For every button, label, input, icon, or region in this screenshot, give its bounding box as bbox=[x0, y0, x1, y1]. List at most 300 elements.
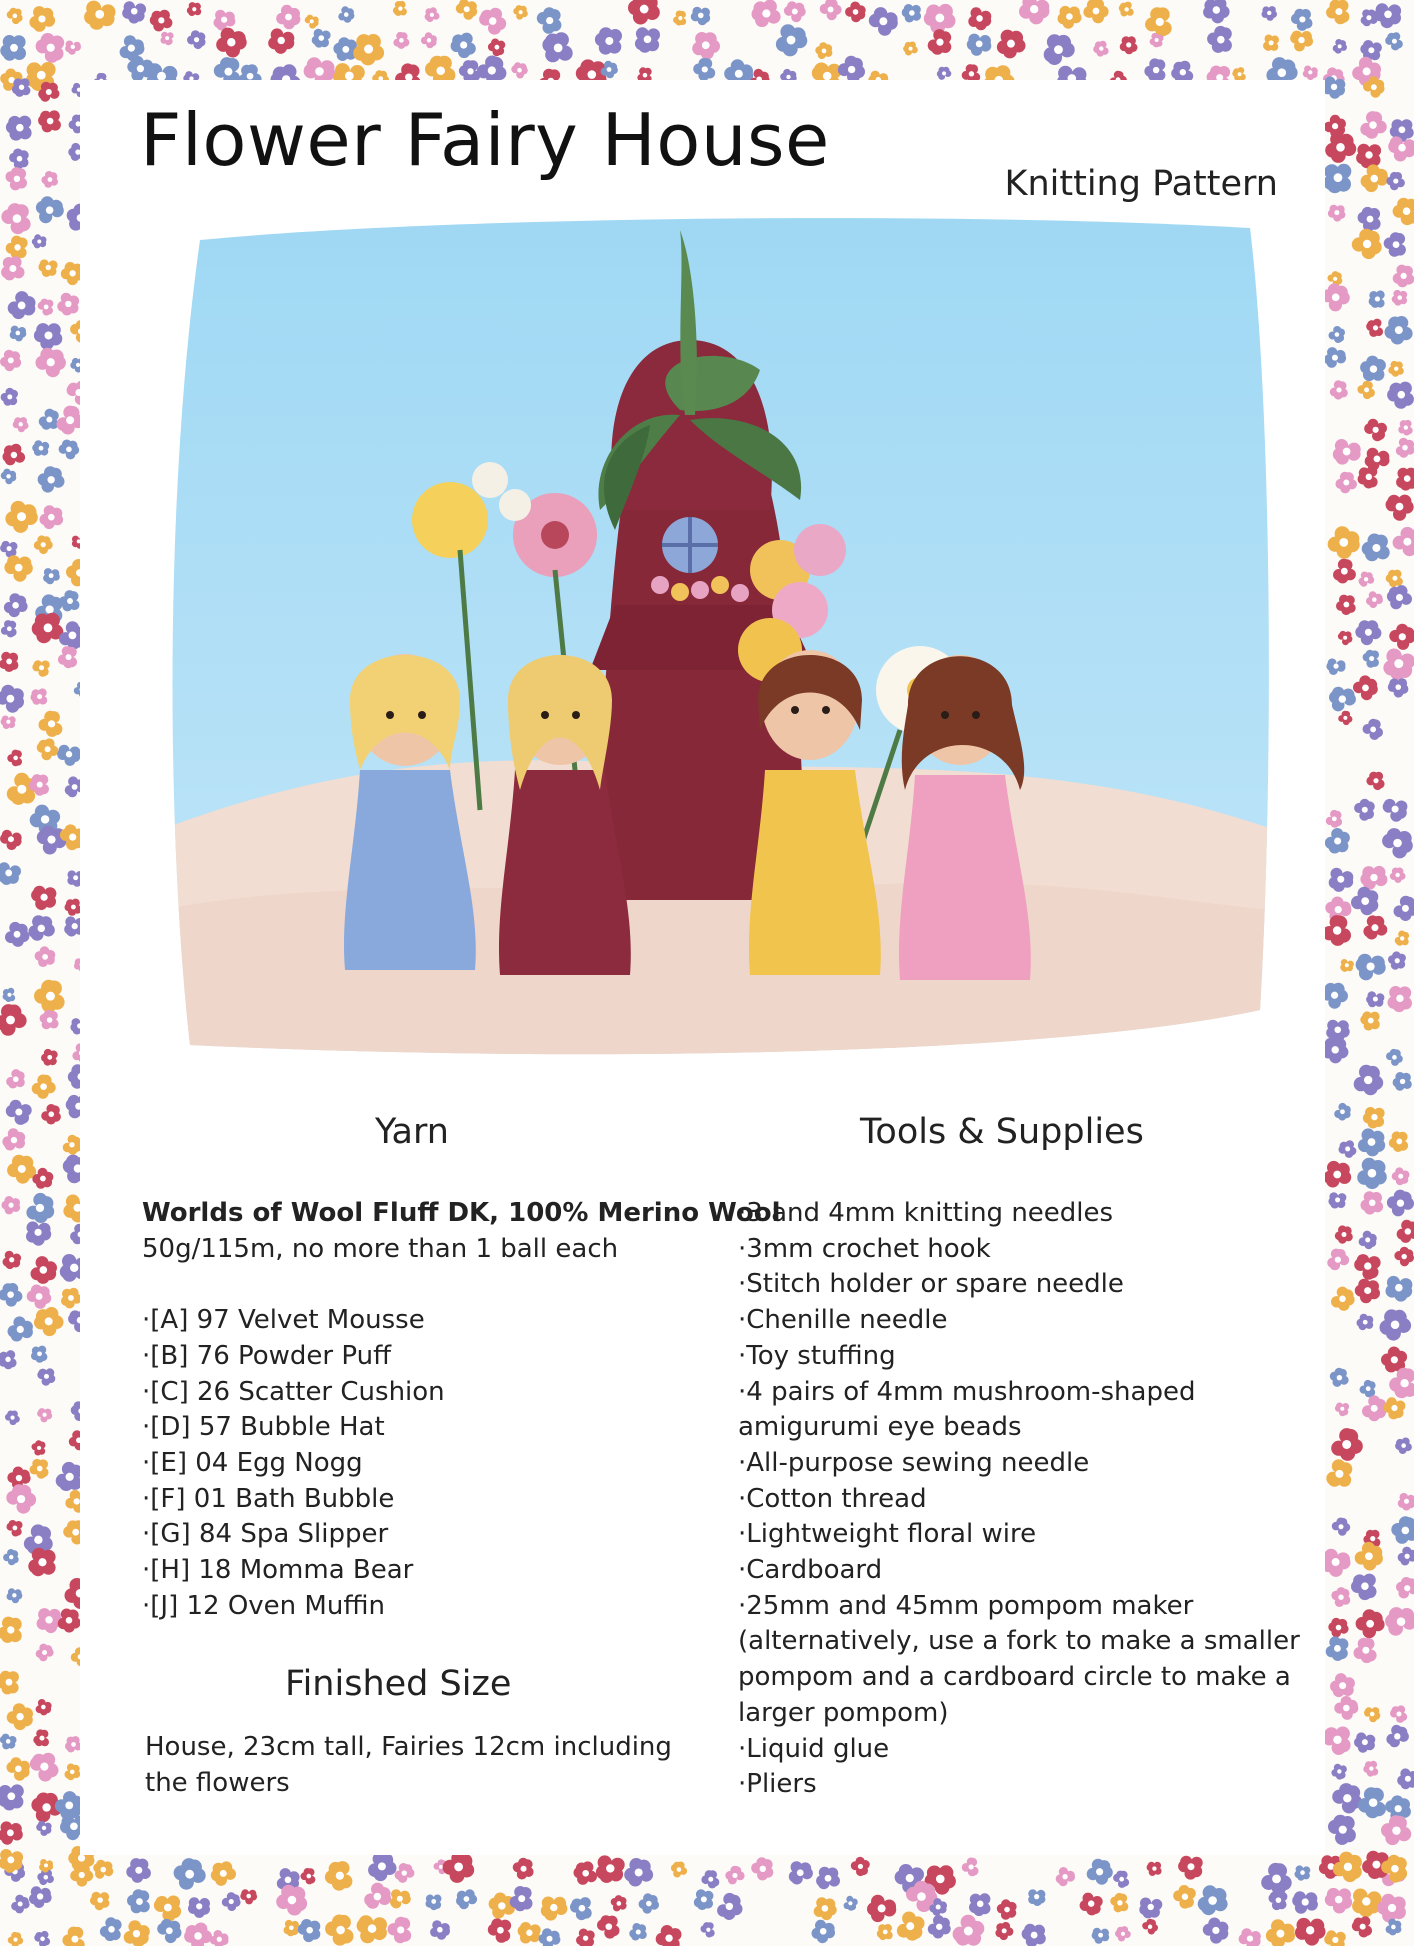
border-flower-icon bbox=[1334, 1696, 1358, 1720]
border-flower-icon bbox=[1326, 658, 1345, 675]
border-flower-icon bbox=[1366, 772, 1384, 791]
border-flower-icon bbox=[1322, 1038, 1348, 1064]
border-flower-icon bbox=[1329, 868, 1354, 892]
border-flower-icon bbox=[629, 1923, 647, 1940]
border-flower-icon bbox=[537, 7, 562, 34]
yarn-heading: Yarn bbox=[375, 1112, 449, 1152]
border-flower-icon bbox=[8, 1932, 23, 1946]
border-flower-icon bbox=[426, 1895, 442, 1911]
border-flower-icon bbox=[59, 590, 80, 611]
border-flower-icon bbox=[995, 1922, 1013, 1940]
border-flower-icon bbox=[1355, 1542, 1383, 1571]
border-flower-icon bbox=[1360, 1380, 1376, 1398]
border-flower-icon bbox=[456, 0, 477, 20]
border-flower-icon bbox=[5, 922, 29, 947]
border-flower-icon bbox=[1, 388, 18, 406]
border-flower-icon bbox=[1328, 205, 1346, 222]
border-flower-icon bbox=[1359, 572, 1375, 587]
border-flower-icon bbox=[122, 1, 146, 23]
border-flower-icon bbox=[1338, 631, 1353, 645]
border-flower-icon bbox=[1358, 1128, 1385, 1156]
border-flower-icon bbox=[1142, 1919, 1158, 1935]
border-flower-icon bbox=[1336, 595, 1356, 616]
yarn-brand: Worlds of Wool Fluff DK, 100% Merino Wool bbox=[142, 1198, 781, 1228]
border-flower-icon bbox=[1393, 198, 1414, 225]
border-flower-icon bbox=[1398, 420, 1412, 436]
border-flower-icon bbox=[1363, 915, 1387, 939]
border-flower-icon bbox=[58, 646, 77, 668]
border-flower-icon bbox=[1386, 1049, 1403, 1066]
border-flower-icon bbox=[1353, 675, 1378, 700]
border-flower-icon bbox=[38, 299, 54, 316]
border-flower-icon bbox=[443, 1851, 475, 1883]
border-flower-icon bbox=[6, 1100, 32, 1125]
border-flower-icon bbox=[1387, 585, 1412, 609]
yarn-colour-item: ·[J] 12 Oven Muffin bbox=[142, 1590, 385, 1621]
border-flower-icon bbox=[9, 149, 29, 170]
border-flower-icon bbox=[301, 1868, 316, 1884]
border-flower-icon bbox=[33, 1729, 49, 1746]
border-flower-icon bbox=[1366, 591, 1383, 608]
border-flower-icon bbox=[1239, 1928, 1261, 1946]
border-flower-icon bbox=[611, 1895, 627, 1911]
border-flower-icon bbox=[5, 1411, 20, 1426]
border-flower-icon bbox=[845, 2, 866, 23]
border-flower-icon bbox=[1363, 650, 1379, 668]
border-flower-icon bbox=[1354, 1065, 1384, 1095]
border-flower-icon bbox=[368, 1852, 396, 1881]
border-flower-icon bbox=[1397, 1768, 1414, 1789]
border-flower-icon bbox=[1, 256, 24, 280]
border-flower-icon bbox=[1, 203, 30, 234]
border-flower-icon bbox=[5, 501, 37, 533]
border-flower-icon bbox=[962, 1858, 979, 1877]
border-flower-icon bbox=[1290, 31, 1313, 52]
border-flower-icon bbox=[1366, 991, 1384, 1007]
border-flower-icon bbox=[40, 505, 64, 529]
border-flower-icon bbox=[597, 1915, 620, 1938]
border-flower-icon bbox=[6, 167, 28, 190]
border-flower-icon bbox=[3, 1549, 19, 1565]
border-flower-icon bbox=[1393, 265, 1414, 288]
border-flower-icon bbox=[1358, 207, 1381, 232]
border-flower-icon bbox=[41, 1104, 61, 1124]
border-flower-icon bbox=[187, 2, 201, 16]
fairy-yellow bbox=[749, 650, 881, 975]
border-flower-icon bbox=[671, 1862, 687, 1878]
border-flower-icon bbox=[4, 555, 32, 582]
border-flower-icon bbox=[694, 1889, 714, 1910]
border-flower-icon bbox=[928, 1915, 951, 1939]
border-flower-icon bbox=[1331, 1587, 1350, 1607]
border-flower-icon bbox=[1383, 1397, 1405, 1419]
border-flower-icon bbox=[65, 41, 81, 55]
border-flower-icon bbox=[1388, 361, 1404, 377]
border-flower-icon bbox=[692, 32, 720, 59]
border-flower-icon bbox=[1356, 954, 1386, 981]
border-flower-icon bbox=[43, 568, 60, 584]
border-flower-icon bbox=[1333, 559, 1356, 584]
border-flower-icon bbox=[1044, 34, 1075, 65]
border-flower-icon bbox=[333, 37, 357, 61]
border-flower-icon bbox=[1087, 1859, 1113, 1885]
border-flower-icon bbox=[1351, 1574, 1377, 1601]
border-flower-icon bbox=[1357, 381, 1375, 399]
border-flower-icon bbox=[37, 1368, 55, 1385]
border-flower-icon bbox=[867, 1895, 896, 1922]
border-flower-icon bbox=[3, 1251, 22, 1269]
border-flower-icon bbox=[1362, 534, 1390, 562]
border-flower-icon bbox=[6, 236, 28, 260]
border-flower-icon bbox=[997, 30, 1026, 59]
border-flower-icon bbox=[513, 1858, 534, 1880]
border-flower-icon bbox=[357, 1915, 387, 1943]
border-flower-icon bbox=[1358, 1787, 1386, 1818]
border-flower-icon bbox=[61, 1288, 82, 1309]
border-flower-icon bbox=[32, 234, 47, 248]
border-flower-icon bbox=[1388, 951, 1406, 969]
border-flower-icon bbox=[0, 1283, 22, 1307]
yarn-colour-item: ·[A] 97 Velvet Mousse bbox=[142, 1305, 425, 1336]
border-flower-icon bbox=[967, 34, 992, 56]
border-flower-icon bbox=[30, 1459, 49, 1479]
border-flower-icon bbox=[29, 1886, 52, 1908]
border-flower-icon bbox=[268, 28, 294, 54]
border-flower-icon bbox=[36, 348, 66, 377]
border-flower-icon bbox=[1120, 36, 1138, 54]
border-flower-icon bbox=[513, 5, 528, 20]
border-flower-icon bbox=[0, 350, 21, 372]
border-flower-icon bbox=[325, 1861, 353, 1891]
border-flower-icon bbox=[624, 1858, 653, 1887]
border-flower-icon bbox=[539, 1928, 561, 1946]
border-flower-icon bbox=[1028, 1889, 1045, 1906]
border-flower-icon bbox=[1330, 380, 1348, 399]
border-flower-icon bbox=[902, 4, 921, 23]
border-flower-icon bbox=[1386, 1276, 1413, 1302]
border-flower-icon bbox=[1389, 624, 1414, 650]
tools-heading: Tools & Supplies bbox=[860, 1112, 1144, 1152]
border-flower-icon bbox=[8, 1316, 33, 1341]
border-flower-icon bbox=[1381, 1815, 1411, 1845]
yarn-colour-item: ·[B] 76 Powder Puff bbox=[142, 1340, 391, 1371]
border-flower-icon bbox=[0, 1671, 19, 1695]
border-flower-icon bbox=[1355, 620, 1381, 645]
border-flower-icon bbox=[34, 535, 53, 554]
tools-item: ·4 pairs of 4mm mushroom-shaped bbox=[738, 1376, 1196, 1407]
border-flower-icon bbox=[1351, 887, 1378, 915]
border-flower-icon bbox=[1269, 1892, 1288, 1911]
border-flower-icon bbox=[1369, 290, 1385, 308]
border-flower-icon bbox=[953, 1915, 985, 1946]
border-flower-icon bbox=[1388, 136, 1414, 161]
border-flower-icon bbox=[1386, 172, 1405, 190]
tools-item: ·Pliers bbox=[738, 1769, 817, 1800]
border-flower-icon bbox=[124, 1920, 150, 1946]
border-flower-icon bbox=[1387, 1190, 1414, 1217]
border-flower-icon bbox=[1324, 1930, 1346, 1946]
border-flower-icon bbox=[2, 1196, 21, 1214]
border-flower-icon bbox=[65, 1764, 81, 1781]
border-flower-icon bbox=[214, 10, 236, 31]
border-flower-icon bbox=[997, 1899, 1017, 1920]
border-flower-icon bbox=[41, 1049, 58, 1066]
border-flower-icon bbox=[1396, 468, 1414, 491]
border-flower-icon bbox=[1387, 382, 1414, 409]
border-flower-icon bbox=[1357, 1314, 1374, 1330]
border-flower-icon bbox=[1361, 164, 1389, 192]
yarn-colour-item: ·[F] 01 Bath Bubble bbox=[142, 1483, 395, 1514]
border-flower-icon bbox=[1352, 229, 1382, 259]
border-flower-icon bbox=[1, 469, 17, 485]
border-flower-icon bbox=[34, 1307, 63, 1336]
tools-item: (alternatively, use a fork to make a smaller bbox=[738, 1626, 1300, 1657]
border-flower-icon bbox=[1056, 1867, 1075, 1886]
border-flower-icon bbox=[1325, 132, 1356, 163]
border-flower-icon bbox=[393, 32, 409, 49]
border-flower-icon bbox=[1326, 1459, 1352, 1487]
border-flower-icon bbox=[34, 980, 65, 1013]
border-flower-icon bbox=[1360, 866, 1387, 890]
border-flower-icon bbox=[1380, 1309, 1412, 1340]
tools-item: ·Lightweight floral wire bbox=[738, 1519, 1037, 1550]
border-flower-icon bbox=[1262, 6, 1278, 21]
border-flower-icon bbox=[31, 886, 56, 910]
yarn-section bbox=[142, 1196, 781, 1624]
border-flower-icon bbox=[1329, 326, 1346, 343]
border-flower-icon bbox=[639, 1893, 659, 1913]
border-flower-icon bbox=[1295, 1865, 1311, 1880]
border-flower-icon bbox=[1330, 1368, 1349, 1387]
border-flower-icon bbox=[928, 29, 952, 55]
border-flower-icon bbox=[187, 30, 206, 49]
border-flower-icon bbox=[479, 8, 506, 35]
border-flower-icon bbox=[1327, 1249, 1349, 1271]
finished-size-heading: Finished Size bbox=[285, 1664, 512, 1704]
border-flower-icon bbox=[0, 1821, 23, 1844]
border-flower-icon bbox=[1389, 1368, 1414, 1399]
border-flower-icon bbox=[488, 39, 505, 57]
border-flower-icon bbox=[725, 1866, 744, 1885]
border-flower-icon bbox=[1083, 0, 1108, 23]
yarn-weight: 50g/115m, no more than 1 ball each bbox=[142, 1233, 619, 1264]
finished-size-text: the flowers bbox=[145, 1767, 290, 1798]
border-flower-icon bbox=[84, 1, 115, 30]
border-flower-icon bbox=[1, 620, 17, 637]
border-flower-icon bbox=[1198, 1885, 1228, 1915]
page-title: Flower Fairy House bbox=[140, 98, 830, 182]
border-flower-icon bbox=[1385, 1607, 1414, 1636]
border-flower-icon bbox=[1080, 1893, 1103, 1916]
border-flower-icon bbox=[1394, 1247, 1414, 1267]
tools-item: ·3 and 4mm knitting needles bbox=[738, 1198, 1114, 1228]
border-flower-icon bbox=[1331, 1287, 1355, 1311]
border-flower-icon bbox=[1355, 1279, 1380, 1304]
border-flower-icon bbox=[673, 11, 686, 26]
border-flower-icon bbox=[816, 1867, 840, 1890]
border-flower-icon bbox=[1352, 1916, 1372, 1937]
border-flower-icon bbox=[1261, 1863, 1292, 1895]
tools-item: ·Stitch holder or spare needle bbox=[738, 1269, 1124, 1300]
border-flower-icon bbox=[869, 7, 898, 36]
yarn-colour-item: ·[H] 18 Momma Bear bbox=[142, 1555, 414, 1586]
border-flower-icon bbox=[298, 1919, 321, 1942]
border-flower-icon bbox=[1292, 1891, 1318, 1913]
border-flower-icon bbox=[1324, 347, 1346, 368]
border-flower-icon bbox=[1328, 1192, 1346, 1208]
border-flower-icon bbox=[1352, 1889, 1381, 1918]
border-flower-icon bbox=[1322, 1549, 1351, 1577]
border-flower-icon bbox=[1338, 711, 1352, 725]
border-flower-icon bbox=[210, 1930, 229, 1946]
border-flower-icon bbox=[1332, 1518, 1350, 1536]
border-flower-icon bbox=[62, 1927, 84, 1946]
border-flower-icon bbox=[312, 29, 331, 48]
border-flower-icon bbox=[1203, 1918, 1229, 1944]
border-flower-icon bbox=[216, 28, 247, 58]
border-flower-icon bbox=[1328, 1815, 1356, 1845]
border-flower-icon bbox=[6, 116, 32, 141]
border-flower-icon bbox=[1326, 810, 1342, 828]
border-flower-icon bbox=[26, 1193, 54, 1223]
border-flower-icon bbox=[1333, 439, 1361, 465]
border-flower-icon bbox=[1058, 6, 1082, 29]
border-flower-icon bbox=[388, 1917, 412, 1944]
border-flower-icon bbox=[488, 1918, 511, 1942]
border-flower-icon bbox=[13, 417, 29, 432]
border-flower-icon bbox=[1392, 1167, 1410, 1185]
page-subtitle: Knitting Pattern bbox=[1004, 164, 1278, 204]
border-flower-icon bbox=[1322, 915, 1351, 946]
border-flower-icon bbox=[276, 1885, 307, 1916]
border-flower-icon bbox=[39, 409, 59, 430]
border-flower-icon bbox=[90, 1892, 109, 1911]
border-flower-icon bbox=[1330, 1673, 1355, 1697]
border-flower-icon bbox=[1389, 1131, 1408, 1152]
border-flower-icon bbox=[1390, 1705, 1407, 1723]
border-flower-icon bbox=[4, 593, 28, 617]
border-flower-icon bbox=[36, 196, 64, 223]
border-flower-icon bbox=[34, 323, 62, 350]
border-flower-icon bbox=[1388, 986, 1413, 1012]
border-flower-icon bbox=[1335, 1225, 1353, 1243]
border-flower-icon bbox=[1092, 1928, 1110, 1944]
border-flower-icon bbox=[35, 946, 56, 967]
finished-size-text: House, 23cm tall, Fairies 12cm including bbox=[145, 1732, 672, 1762]
border-flower-icon bbox=[1323, 164, 1351, 193]
tools-list bbox=[738, 1196, 1300, 1803]
border-flower-icon bbox=[1385, 316, 1413, 345]
border-flower-icon bbox=[776, 24, 807, 56]
border-flower-icon bbox=[1358, 466, 1378, 488]
border-flower-icon bbox=[628, 0, 660, 25]
border-flower-icon bbox=[937, 67, 952, 80]
border-flower-icon bbox=[1363, 1761, 1378, 1777]
border-flower-icon bbox=[877, 1924, 893, 1940]
border-flower-icon bbox=[1144, 58, 1165, 81]
border-flower-icon bbox=[1390, 868, 1406, 883]
fairy-pink bbox=[899, 655, 1031, 980]
border-flower-icon bbox=[1339, 1140, 1357, 1158]
border-flower-icon bbox=[1325, 828, 1350, 854]
border-flower-icon bbox=[1364, 419, 1387, 441]
border-flower-icon bbox=[393, 1, 407, 16]
border-flower-icon bbox=[1383, 799, 1408, 822]
border-flower-icon bbox=[1361, 1191, 1384, 1214]
border-flower-icon bbox=[1295, 1918, 1326, 1946]
border-flower-icon bbox=[157, 1919, 181, 1943]
border-flower-icon bbox=[36, 1644, 54, 1662]
border-flower-icon bbox=[63, 1135, 82, 1155]
border-flower-icon bbox=[635, 27, 660, 53]
border-flower-icon bbox=[574, 1861, 598, 1884]
border-flower-icon bbox=[37, 1408, 52, 1422]
tools-item: ·Cotton thread bbox=[738, 1483, 927, 1514]
tools-item: ·Liquid glue bbox=[738, 1733, 890, 1764]
border-flower-icon bbox=[693, 58, 715, 81]
border-flower-icon bbox=[430, 1920, 450, 1940]
border-flower-icon bbox=[353, 34, 384, 65]
border-flower-icon bbox=[6, 1484, 36, 1513]
border-flower-icon bbox=[390, 1889, 411, 1908]
border-flower-icon bbox=[10, 326, 27, 342]
border-flower-icon bbox=[6, 1069, 25, 1088]
tools-item: ·All-purpose sewing needle bbox=[738, 1447, 1090, 1478]
border-flower-icon bbox=[56, 1462, 83, 1491]
border-flower-icon bbox=[897, 1912, 925, 1941]
border-flower-icon bbox=[596, 1855, 625, 1883]
border-flower-icon bbox=[0, 1734, 17, 1750]
border-flower-icon bbox=[595, 27, 622, 54]
border-flower-icon bbox=[27, 1285, 52, 1309]
border-flower-icon bbox=[1333, 39, 1347, 54]
yarn-colour-item: ·[G] 84 Spa Slipper bbox=[142, 1519, 389, 1550]
border-flower-icon bbox=[1374, 3, 1401, 28]
border-flower-icon bbox=[421, 32, 437, 48]
border-flower-icon bbox=[1326, 1636, 1349, 1661]
border-flower-icon bbox=[844, 1896, 858, 1911]
finished-size-section bbox=[145, 1730, 672, 1801]
border-flower-icon bbox=[1395, 1438, 1412, 1455]
border-flower-icon bbox=[32, 660, 49, 677]
border-flower-icon bbox=[154, 1896, 181, 1922]
border-flower-icon bbox=[1331, 1428, 1363, 1461]
border-flower-icon bbox=[36, 33, 65, 63]
border-flower-icon bbox=[518, 1922, 541, 1944]
border-flower-icon bbox=[1360, 356, 1386, 382]
border-flower-icon bbox=[2, 1128, 25, 1150]
border-flower-icon bbox=[284, 1920, 299, 1936]
border-flower-icon bbox=[305, 15, 319, 29]
border-flower-icon bbox=[1115, 1926, 1131, 1941]
border-flower-icon bbox=[1396, 438, 1414, 458]
border-flower-icon bbox=[338, 6, 354, 23]
fairy-blue bbox=[344, 654, 476, 970]
border-flower-icon bbox=[0, 685, 24, 713]
border-flower-icon bbox=[150, 10, 173, 32]
border-flower-icon bbox=[1354, 1732, 1375, 1752]
border-flower-icon bbox=[31, 1440, 45, 1455]
border-flower-icon bbox=[1340, 959, 1354, 972]
border-flower-icon bbox=[0, 35, 26, 61]
border-flower-icon bbox=[1321, 983, 1348, 1009]
border-flower-icon bbox=[29, 6, 55, 32]
border-flower-icon bbox=[789, 1861, 813, 1884]
border-flower-icon bbox=[1019, 0, 1049, 24]
border-flower-icon bbox=[1, 716, 16, 730]
product-photo bbox=[160, 210, 1275, 1070]
border-flower-icon bbox=[1392, 290, 1408, 306]
